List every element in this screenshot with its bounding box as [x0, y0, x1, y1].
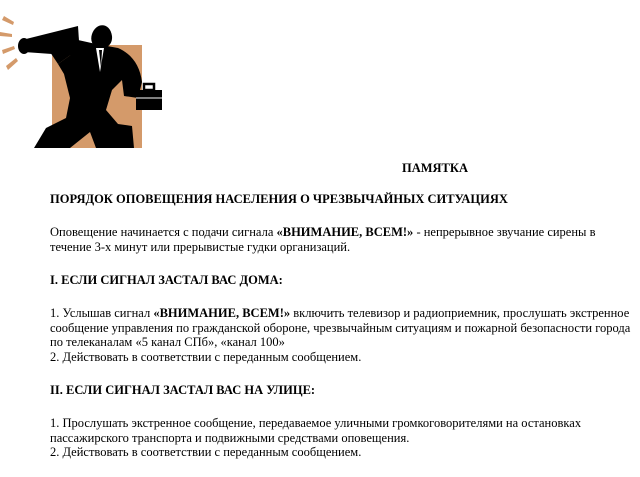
- document-heading: ПОРЯДОК ОПОВЕЩЕНИЯ НАСЕЛЕНИЯ О ЧРЕЗВЫЧАЙНЫХ СИТУАЦИЯХ: [50, 192, 508, 206]
- intro-text-after: - непрерывное звучание сирены в течение 3-х минут или прерывистые гудки организаций.: [50, 225, 596, 254]
- intro-text-before: Оповещение начинается с подачи сигнала: [50, 225, 277, 239]
- section2-item1: 1. Прослушать экстренное сообщение, передаваемое уличными громкоговорителями на остановках пассажирского транспорта и подвижными средствами оповещения.: [50, 416, 582, 445]
- intro-paragraph: [50, 225, 636, 254]
- section2-item2: 2. Действовать в соответствии с переданным сообщением.: [50, 445, 362, 459]
- section2-body: [50, 416, 636, 460]
- megaphone-man-illustration: [0, 0, 170, 152]
- section1-item1-before: 1. Услышав сигнал: [50, 306, 154, 320]
- memo-title: ПАМЯТКА: [401, 161, 468, 175]
- intro-signal: «ВНИМАНИЕ, ВСЕМ!»: [276, 225, 414, 239]
- section1-item1-signal: «ВНИМАНИЕ, ВСЕМ!»: [153, 306, 291, 320]
- section1-item1-after: включить телевизор и радиоприемник, прослушать экстренное сообщение управления по гражданской обороне, чрезвычайным ситуациям и пожарной безопасности города по телеканалам «5 канал СПб», «канал 100»: [50, 306, 631, 349]
- section1-item2: 2. Действовать в соответствии с переданным сообщением.: [50, 349, 362, 364]
- section2-heading: II. ЕСЛИ СИГНАЛ ЗАСТАЛ ВАС НА УЛИЦЕ:: [50, 383, 316, 397]
- section1-body: [50, 306, 636, 364]
- section1-heading: I. ЕСЛИ СИГНАЛ ЗАСТАЛ ВАС ДОМА:: [50, 273, 283, 287]
